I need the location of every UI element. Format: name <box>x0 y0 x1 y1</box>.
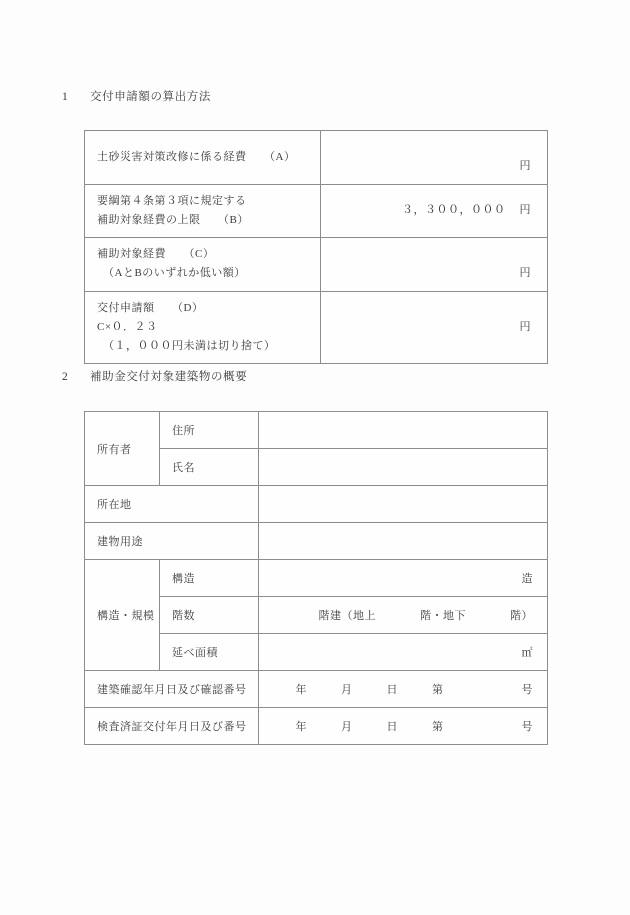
confirmation-date-label: 建築確認年月日及び確認番号 <box>85 671 259 708</box>
section-title-1: 交付申請額の算出方法 <box>90 91 211 103</box>
confirmation-no-prefix: 第 <box>432 684 444 696</box>
inspection-year: 年 <box>295 721 307 733</box>
owner-address-label: 住所 <box>160 412 259 449</box>
section-heading-1 <box>62 88 211 104</box>
table-row <box>85 560 548 597</box>
calc-amount-b: ３，３００，０００ <box>402 204 506 217</box>
total-area-value[interactable] <box>259 634 548 671</box>
section-number-1: 1 <box>62 91 69 103</box>
floors-value[interactable] <box>259 597 548 634</box>
owner-name-label: 氏名 <box>160 449 259 486</box>
structure-scale-label: 構造・規模 <box>85 560 160 671</box>
section-number-2: 2 <box>62 371 69 383</box>
table-row <box>85 291 548 364</box>
location-label: 所在地 <box>85 486 259 523</box>
table-row <box>85 523 548 560</box>
calc-label-b <box>85 184 321 238</box>
calc-label-c <box>85 238 321 292</box>
calculation-table <box>84 130 548 364</box>
calc-label-b-line2: 補助対象経費の上限 （B） <box>97 213 249 226</box>
total-area-unit: ㎡ <box>521 647 533 659</box>
calc-value-c[interactable] <box>321 238 548 292</box>
calc-label-c-line2: （AとBのいずれか低い額） <box>103 267 246 280</box>
calc-label-a-line1: 土砂災害対策改修に係る経費 （A） <box>97 150 296 163</box>
table-row <box>85 184 548 238</box>
total-area-label: 延べ面積 <box>160 634 259 671</box>
table-row <box>85 708 548 745</box>
location-value[interactable] <box>259 486 548 523</box>
owner-name-value[interactable] <box>259 449 548 486</box>
table-row <box>85 238 548 292</box>
floors-label: 階数 <box>160 597 259 634</box>
calc-unit-c: 円 <box>519 267 531 280</box>
floors-middle: 階・地下 <box>420 610 466 622</box>
calc-value-d[interactable] <box>321 291 548 364</box>
calc-unit-a: 円 <box>519 160 531 173</box>
structure-value[interactable] <box>259 560 548 597</box>
confirmation-month: 月 <box>341 684 353 696</box>
floors-prefix: 階建（地上 <box>318 610 376 622</box>
building-use-label: 建物用途 <box>85 523 259 560</box>
inspection-month: 月 <box>341 721 353 733</box>
inspection-no-suffix: 号 <box>521 721 533 733</box>
calc-label-d <box>85 291 321 364</box>
calc-label-a <box>85 131 321 185</box>
building-use-value[interactable] <box>259 523 548 560</box>
calc-value-b[interactable] <box>321 184 548 238</box>
inspection-no-prefix: 第 <box>432 721 444 733</box>
table-row <box>85 486 548 523</box>
confirmation-day: 日 <box>386 684 398 696</box>
floors-suffix: 階） <box>510 610 533 622</box>
table-row <box>85 671 548 708</box>
calc-label-b-line1: 要綱第４条第３項に規定する <box>97 194 247 207</box>
inspection-day: 日 <box>386 721 398 733</box>
owner-label: 所有者 <box>85 412 160 486</box>
calc-unit-d: 円 <box>519 320 531 333</box>
owner-address-value[interactable] <box>259 412 548 449</box>
section-title-2: 補助金交付対象建築物の概要 <box>90 371 248 383</box>
structure-label: 構造 <box>160 560 259 597</box>
calc-label-d-line2: C×０．２３ <box>97 320 158 333</box>
inspection-date-label: 検査済証交付年月日及び番号 <box>85 708 259 745</box>
inspection-date-value[interactable] <box>259 708 548 745</box>
confirmation-no-suffix: 号 <box>521 684 533 696</box>
section-heading-2 <box>62 368 247 384</box>
calc-label-c-line1: 補助対象経費 （C） <box>97 248 215 260</box>
structure-unit: 造 <box>521 573 533 585</box>
confirmation-date-value[interactable] <box>259 671 548 708</box>
calc-label-d-line3: （１，０００円未満は切り捨て） <box>103 340 276 352</box>
calc-value-a[interactable] <box>321 131 548 185</box>
table-row <box>85 131 548 185</box>
calc-unit-b: 円 <box>519 204 531 217</box>
table-row <box>85 412 548 449</box>
confirmation-year: 年 <box>295 684 307 696</box>
calc-label-d-line1: 交付申請額 （D） <box>97 301 204 314</box>
building-outline-table <box>84 411 548 745</box>
